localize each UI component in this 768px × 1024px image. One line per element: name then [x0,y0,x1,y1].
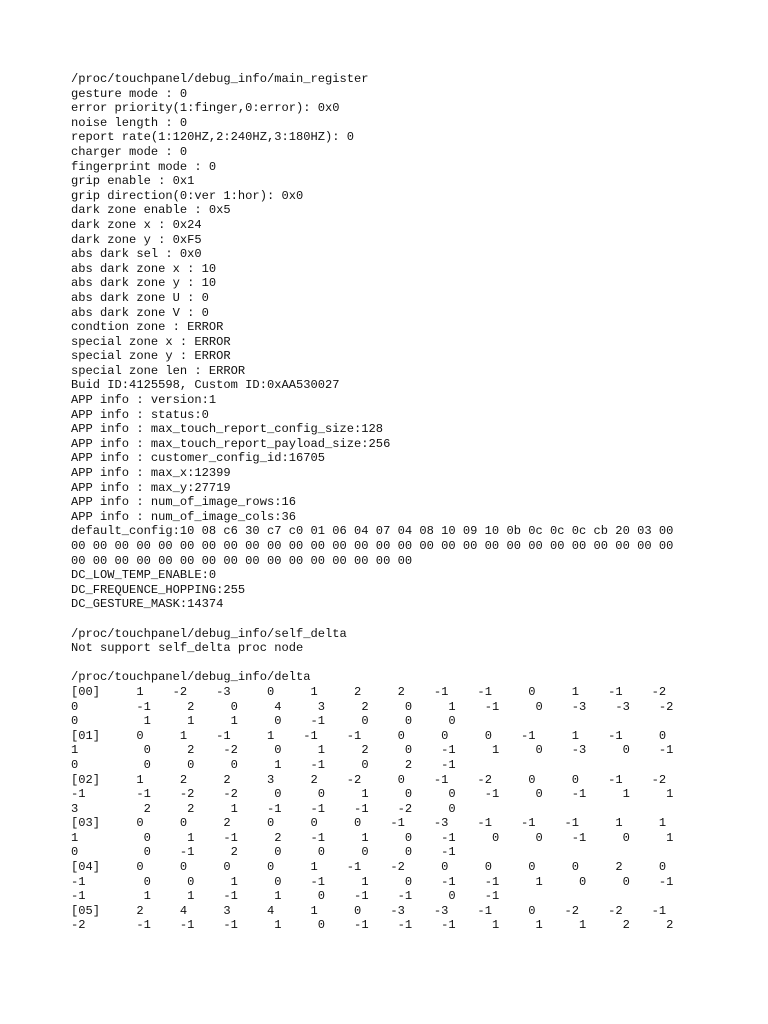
delta-row-label: [00] [71,684,101,699]
section-spacer [71,656,761,671]
delta-cell: -1 [361,816,405,831]
delta-row-3 [71,816,761,831]
delta-cell: 1 [237,757,282,772]
delta-cell: 1 [107,889,151,904]
delta-cell: 0 [586,830,630,845]
delta-cell: -1 [491,728,536,743]
delta-cell: -1 [404,772,449,787]
delta-cell: -1 [542,787,587,802]
register-line: DC_LOW_TEMP_ENABLE:0 [71,568,217,583]
delta-row-2 [71,773,761,788]
delta-cell: -1 [412,845,456,860]
delta-cell: 2 [100,903,144,918]
delta-cell: -1 [194,830,238,845]
delta-cell: 2 [361,684,405,699]
delta-cell: 1 [274,860,318,875]
delta-row-continuation [71,714,761,729]
delta-cell: -1 [194,918,238,933]
delta-cell: 1 [629,830,674,845]
register-line: abs dark zone U : 0 [71,290,209,305]
delta-row-continuation [71,743,761,758]
delta-cell: -1 [622,903,667,918]
delta-cell: 0 [448,728,492,743]
delta-cell: -1 [281,757,326,772]
delta-row-label: [04] [71,860,101,875]
delta-cell: -1 [455,874,500,889]
delta-cell: 0 [412,787,456,802]
delta-cell: -1 [455,787,500,802]
delta-cell: 0 [143,860,188,875]
delta-cell: 0 [143,816,188,831]
register-line: special zone y : ERROR [71,349,231,364]
delta-row-continuation [71,845,761,860]
delta-cell: 0 [71,699,108,714]
delta-cell: -1 [448,903,492,918]
delta-cell: 2 [187,816,231,831]
register-line: APP info : max_y:27719 [71,480,231,495]
register-line: Buid ID:4125598, Custom ID:0xAA530027 [71,378,340,393]
register-line: noise length : 0 [71,115,188,130]
delta-cell: -1 [71,787,108,802]
delta-cell: 1 [107,714,151,729]
delta-cell: 1 [194,801,238,816]
register-line: dark zone y : 0xF5 [71,232,202,247]
delta-cell: 1 [535,728,580,743]
delta-cell: -1 [448,684,492,699]
delta-cell: 1 [412,699,456,714]
delta-cell: 1 [542,918,587,933]
delta-cell: 0 [368,714,413,729]
register-line: APP info : max_touch_report_config_size:128 [71,422,384,437]
delta-cell: -2 [317,772,362,787]
delta-cell: 0 [237,714,282,729]
delta-cell: 0 [542,874,587,889]
delta-cell: 2 [150,743,195,758]
delta-cell: -1 [281,801,326,816]
register-line: abs dark zone x : 10 [71,261,217,276]
delta-path: /proc/touchpanel/debug_info/delta [71,670,311,685]
delta-cell: -1 [317,860,362,875]
delta-cell: -1 [629,874,674,889]
register-line: 00 00 00 00 00 00 00 00 00 00 00 00 00 00 00 00 00 00 00 00 00 00 00 00 00 00 00 00 [71,539,674,553]
delta-cell: 2 [150,699,195,714]
delta-cell: 1 [325,874,369,889]
delta-cell: 0 [491,684,536,699]
delta-row-4 [71,860,761,875]
delta-cell: 0 [455,830,500,845]
delta-cell: -2 [71,918,108,933]
delta-cell: -3 [187,684,231,699]
delta-row-continuation [71,889,761,904]
delta-cell: -3 [542,743,587,758]
delta-cell: 0 [368,830,413,845]
delta-cell: -1 [237,801,282,816]
delta-cell: -1 [491,816,536,831]
register-line: grip direction(0:ver 1:hor): 0x0 [71,188,304,203]
delta-cell: 1 [281,743,326,758]
delta-cell: 1 [622,816,667,831]
delta-row-label: [05] [71,903,101,918]
delta-cell: -2 [361,860,405,875]
delta-cell: -1 [542,830,587,845]
delta-cell: 0 [412,801,456,816]
delta-cell: 0 [107,830,151,845]
delta-cell: -1 [187,728,231,743]
delta-cell: -2 [143,684,188,699]
delta-cell: 0 [368,743,413,758]
delta-cell: 0 [100,728,144,743]
delta-cell: 0 [499,743,543,758]
register-line: report rate(1:120HZ,2:240HZ,3:180HZ): 0 [71,130,355,145]
register-line: APP info : status:0 [71,407,209,422]
delta-cell: 0 [107,845,151,860]
delta-cell: -2 [194,787,238,802]
delta-cell: 0 [317,903,362,918]
delta-cell: -1 [368,889,413,904]
delta-cell: -2 [622,772,667,787]
delta-table [71,685,761,933]
delta-cell: -3 [586,699,630,714]
delta-cell: 0 [107,757,151,772]
delta-cell: -1 [535,816,580,831]
delta-cell: 0 [448,860,492,875]
delta-cell: 2 [317,684,362,699]
delta-cell: 0 [230,816,275,831]
delta-cell: 1 [150,889,195,904]
delta-cell: 1 [230,728,275,743]
delta-cell: 0 [404,860,449,875]
delta-cell: -1 [281,714,326,729]
delta-cell: 0 [71,757,108,772]
register-line: APP info : max_touch_report_payload_size:256 [71,436,391,451]
delta-cell: 0 [368,874,413,889]
register-line: dark zone enable : 0x5 [71,203,231,218]
register-line: APP info : num_of_image_rows:16 [71,495,296,510]
delta-cell: -1 [107,699,151,714]
delta-cell: -1 [194,889,238,904]
debug-info-document [71,72,761,933]
delta-cell: 0 [194,699,238,714]
delta-row-label: [01] [71,728,101,743]
self-delta-message: Not support self_delta proc node [71,641,304,656]
delta-cell: 1 [237,889,282,904]
delta-cell: 0 [237,845,282,860]
delta-cell: 3 [187,903,231,918]
delta-cell: 0 [499,787,543,802]
delta-cell: -1 [71,889,108,904]
delta-cell: -1 [325,918,369,933]
delta-cell: 0 [237,743,282,758]
delta-cell: 0 [622,860,667,875]
main-register-lines [71,87,761,612]
delta-cell: -1 [412,757,456,772]
delta-row-continuation [71,758,761,773]
delta-cell: 0 [100,860,144,875]
delta-cell: 0 [325,714,369,729]
delta-cell: -1 [107,918,151,933]
register-line: special zone x : ERROR [71,334,231,349]
delta-cell: 1 [274,684,318,699]
register-line: APP info : version:1 [71,393,217,408]
delta-cell: 2 [368,757,413,772]
delta-cell: 4 [143,903,188,918]
delta-cell: 2 [629,918,674,933]
delta-cell: 0 [325,845,369,860]
register-line: DC_GESTURE_MASK:14374 [71,597,224,612]
delta-cell: 1 [586,787,630,802]
delta-cell: 0 [100,816,144,831]
delta-cell: 1 [194,714,238,729]
delta-cell: -2 [194,743,238,758]
delta-cell: -1 [412,918,456,933]
register-line: 00 00 00 00 00 00 00 00 00 00 00 00 00 00 00 00 [71,553,413,568]
delta-cell: 1 [535,684,580,699]
delta-cell: 3 [71,801,108,816]
delta-cell: 0 [491,903,536,918]
delta-cell: 0 [237,874,282,889]
delta-cell: 1 [499,918,543,933]
delta-cell: -1 [325,889,369,904]
delta-row-continuation [71,787,761,802]
delta-cell: -1 [412,830,456,845]
delta-cell: -1 [404,684,449,699]
delta-cell: 1 [455,743,500,758]
delta-cell: -1 [455,699,500,714]
delta-row-continuation [71,802,761,817]
delta-cell: -2 [150,787,195,802]
delta-cell: 0 [71,845,108,860]
delta-cell: -1 [274,728,318,743]
delta-cell: 0 [368,787,413,802]
register-line: default_config:10 08 c6 30 c7 c0 01 06 04 07 04 08 10 09 10 0b 0c 0c 0c cb 20 03 00 [71,524,674,539]
delta-cell: -2 [448,772,492,787]
delta-cell: 0 [586,743,630,758]
delta-cell: -2 [535,903,580,918]
delta-cell: 1 [71,743,108,758]
delta-cell: 0 [150,757,195,772]
register-line: fingerprint mode : 0 [71,159,217,174]
delta-cell: -1 [412,743,456,758]
delta-cell: -3 [361,903,405,918]
delta-cell: 2 [579,860,623,875]
register-line: dark zone x : 0x24 [71,217,202,232]
delta-cell: 2 [150,801,195,816]
delta-cell: -1 [412,874,456,889]
self-delta-path: /proc/touchpanel/debug_info/self_delta [71,626,347,641]
delta-cell: -3 [404,903,449,918]
delta-cell: 0 [361,728,405,743]
delta-cell: 1 [455,918,500,933]
delta-cell: 0 [71,714,108,729]
delta-cell: 1 [194,874,238,889]
delta-cell: 1 [579,816,623,831]
delta-row-5 [71,904,761,919]
register-line: grip enable : 0x1 [71,174,195,189]
delta-cell: -1 [150,845,195,860]
delta-cell: 0 [317,816,362,831]
delta-cell: 0 [404,728,449,743]
delta-cell: 1 [274,903,318,918]
delta-cell: 1 [325,830,369,845]
delta-cell: 1 [325,787,369,802]
delta-cell: 0 [499,699,543,714]
delta-cell: 0 [281,918,326,933]
register-line: error priority(1:finger,0:error): 0x0 [71,101,340,116]
delta-cell: 0 [368,845,413,860]
delta-row-continuation [71,875,761,890]
delta-cell: 0 [107,874,151,889]
register-line: abs dark zone y : 10 [71,276,217,291]
delta-cell: 0 [281,889,326,904]
delta-cell: 3 [281,699,326,714]
delta-cell: 0 [491,772,536,787]
delta-row-continuation [71,700,761,715]
delta-cell: 0 [325,757,369,772]
delta-cell: 2 [237,830,282,845]
delta-cell: 4 [230,903,275,918]
delta-cell: -2 [629,699,674,714]
delta-cell: 0 [274,816,318,831]
delta-row-label: [03] [71,816,101,831]
delta-cell: -1 [368,918,413,933]
delta-cell: 0 [194,757,238,772]
register-line: APP info : num_of_image_cols:36 [71,509,296,524]
delta-cell: 0 [535,860,580,875]
delta-cell: 0 [412,714,456,729]
delta-cell: 0 [230,684,275,699]
delta-cell: 2 [187,772,231,787]
delta-cell: -2 [622,684,667,699]
delta-cell: -1 [579,684,623,699]
delta-cell: 2 [325,699,369,714]
delta-cell: -1 [579,728,623,743]
delta-cell: -3 [542,699,587,714]
delta-cell: -3 [404,816,449,831]
delta-row-label: [02] [71,772,101,787]
main-register-path: /proc/touchpanel/debug_info/main_register [71,72,369,86]
register-line: abs dark sel : 0x0 [71,247,202,262]
delta-cell: -1 [325,801,369,816]
delta-cell: 0 [499,830,543,845]
delta-cell: -1 [281,830,326,845]
delta-cell: 4 [237,699,282,714]
register-line: gesture mode : 0 [71,86,188,101]
delta-cell: 1 [100,772,144,787]
delta-cell: 2 [194,845,238,860]
delta-cell: -1 [455,889,500,904]
delta-cell: 2 [274,772,318,787]
delta-cell: -1 [150,918,195,933]
delta-cell: 1 [150,714,195,729]
delta-cell: 0 [107,743,151,758]
delta-cell: 0 [361,772,405,787]
delta-cell: -1 [579,772,623,787]
delta-cell: 0 [535,772,580,787]
delta-cell: 0 [412,889,456,904]
delta-cell: 3 [230,772,275,787]
delta-cell: 1 [629,787,674,802]
delta-row-continuation [71,918,761,933]
delta-cell: 0 [237,787,282,802]
register-line: special zone len : ERROR [71,363,246,378]
delta-row-continuation [71,831,761,846]
delta-row-0 [71,685,761,700]
delta-cell: 2 [143,772,188,787]
delta-cell: 0 [281,787,326,802]
delta-cell: -1 [629,743,674,758]
delta-cell: -2 [579,903,623,918]
register-line: APP info : customer_config_id:16705 [71,451,326,466]
delta-cell: 1 [150,830,195,845]
delta-cell: 2 [325,743,369,758]
delta-cell: 1 [143,728,188,743]
register-line: abs dark zone V : 0 [71,305,209,320]
delta-cell: 0 [187,860,231,875]
delta-cell: 1 [100,684,144,699]
delta-cell: 1 [71,830,108,845]
register-line: APP info : max_x:12399 [71,466,231,481]
delta-row-1 [71,729,761,744]
delta-cell: -1 [71,874,108,889]
delta-cell: -2 [368,801,413,816]
delta-cell: 2 [107,801,151,816]
section-spacer [71,612,761,627]
delta-cell: 0 [622,728,667,743]
delta-cell: 0 [230,860,275,875]
delta-cell: -1 [448,816,492,831]
delta-cell: -1 [107,787,151,802]
delta-cell: 0 [281,845,326,860]
register-line: charger mode : 0 [71,144,188,159]
delta-cell: 1 [237,918,282,933]
delta-cell: 0 [368,699,413,714]
delta-cell: 0 [491,860,536,875]
delta-cell: 1 [499,874,543,889]
delta-cell: 0 [150,874,195,889]
register-line: DC_FREQUENCE_HOPPING:255 [71,582,246,597]
register-line: condtion zone : ERROR [71,320,224,335]
delta-cell: -1 [317,728,362,743]
delta-cell: 0 [586,874,630,889]
delta-cell: -1 [281,874,326,889]
delta-cell: 2 [586,918,630,933]
